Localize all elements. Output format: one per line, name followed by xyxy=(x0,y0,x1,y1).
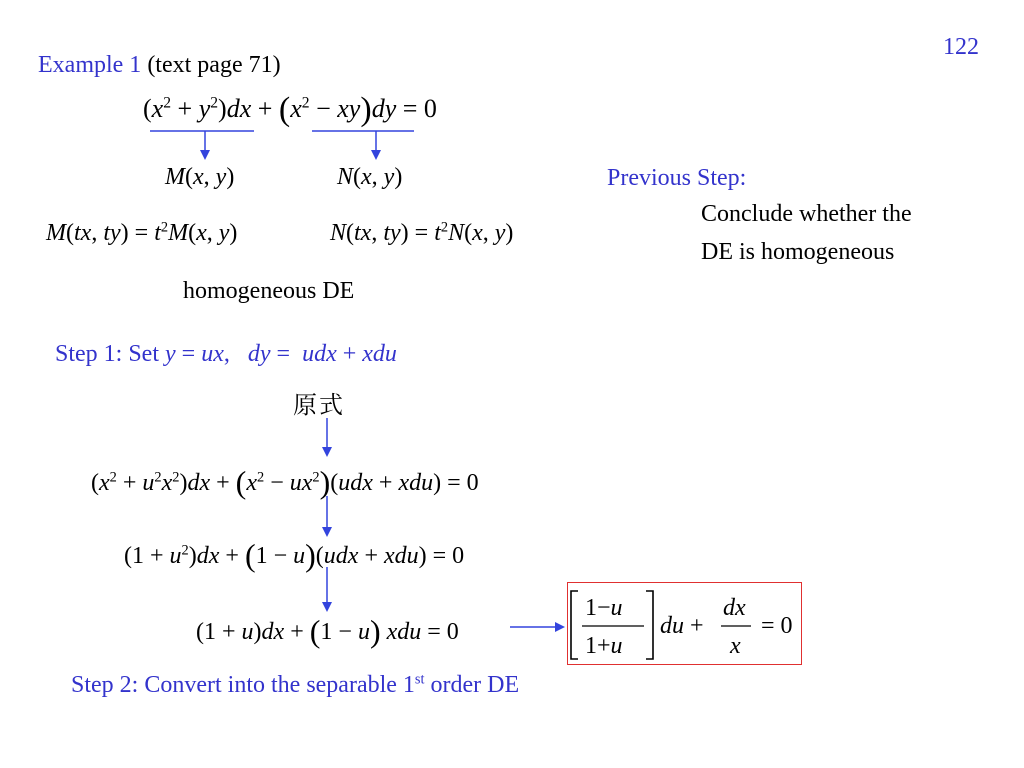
svg-text:= 0: = 0 xyxy=(761,613,793,639)
page-number: 122 xyxy=(943,34,979,60)
equation-simplified: $(1 + u^2)dx + (1 - u)(udx + xdu) = 0$ xyxy=(124,537,465,573)
example-label: Example 1 xyxy=(38,52,142,78)
svg-text:dx: dx xyxy=(723,595,746,621)
svg-text:du +: du + xyxy=(660,613,704,639)
svg-text:x: x xyxy=(730,633,741,659)
svg-text:1−u: 1−u xyxy=(585,595,623,621)
m-label: M(x, y) xyxy=(165,164,235,190)
previous-step-line1: Conclude whether the xyxy=(701,201,912,227)
step1-sub-y: y = ux, xyxy=(165,341,230,367)
svg-text:1+u: 1+u xyxy=(585,633,623,659)
equation-substituted: $(x^2 + u^2x^2)dx + (x^2 - ux^2)(udx + xdu) = 0$ xyxy=(91,464,479,500)
previous-step-line2: DE is homogeneous xyxy=(701,239,895,265)
equation-main: $(x^2 + y^2)dx + (x^2 - xy)dy = 0$ xyxy=(143,91,437,128)
original-expression-label: 原式 xyxy=(293,391,345,419)
n-homogeneity: N(tx, $ty) = t^2N(x$, y) xyxy=(330,219,514,246)
homogeneous-conclusion: homogeneous DE xyxy=(183,278,355,304)
step1-sub-dy: dy = udx + xdu xyxy=(247,341,397,367)
example-reference: (text page 71) xyxy=(147,52,281,78)
equation-reduced: (1 + u)dx + (1 − u) xdu = 0 xyxy=(196,613,459,649)
m-homogeneity: M(tx, $ty) = t^2M(x$, y) xyxy=(46,219,238,246)
previous-step-title: Previous Step: xyxy=(607,165,747,191)
n-label: N(x, y) xyxy=(337,164,403,190)
step2-heading: Step 2: Convert into the separable 1st order DE xyxy=(71,671,520,698)
step1-label: Step 1: Set xyxy=(55,341,160,367)
